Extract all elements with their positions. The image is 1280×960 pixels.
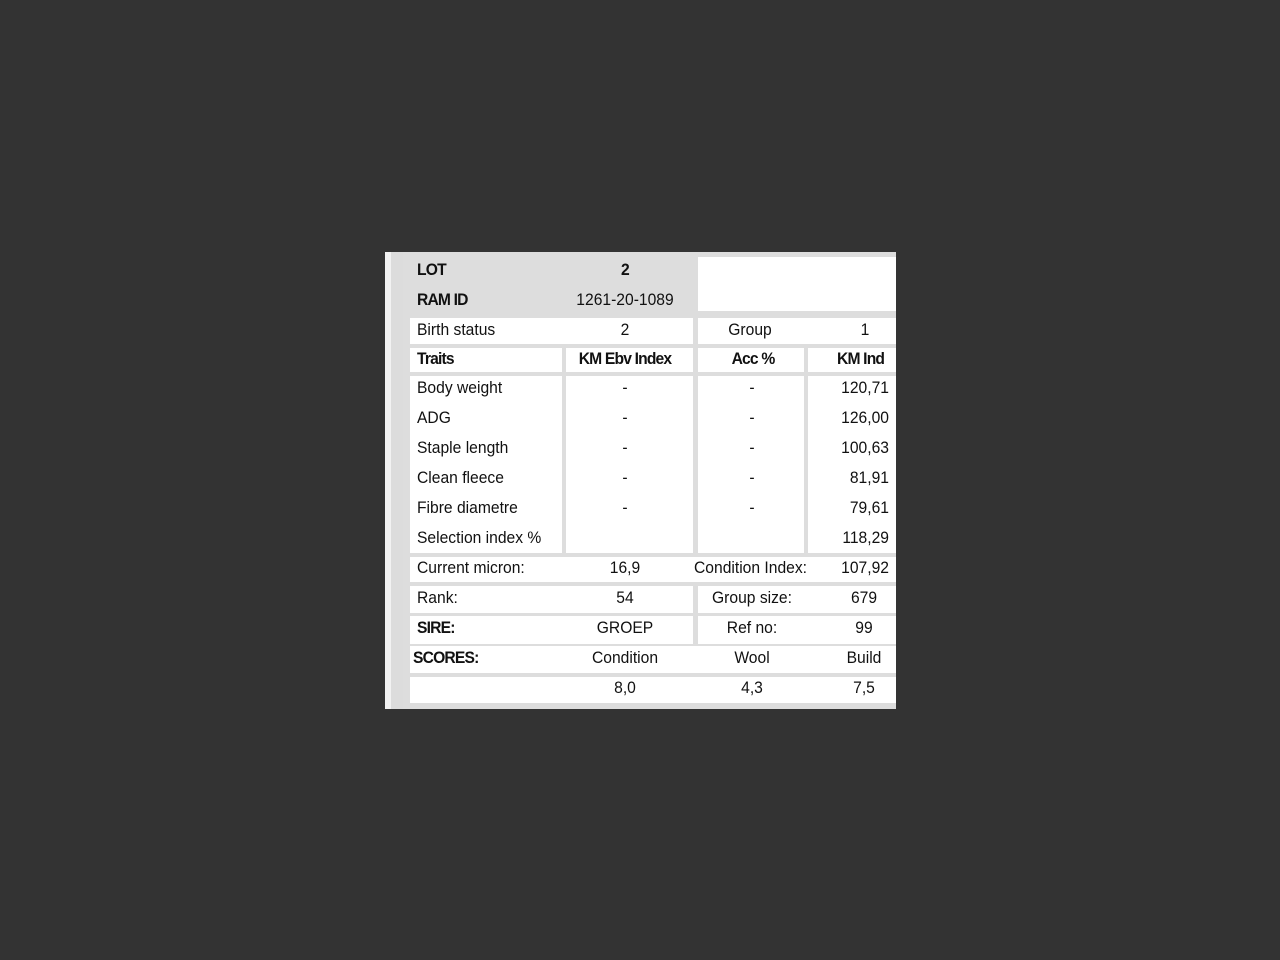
score-value-condition: 8,0	[614, 678, 636, 697]
trait-ebv: -	[622, 468, 628, 487]
trait-ind: 118,29	[842, 528, 889, 547]
traits-column-header: Traits	[417, 349, 454, 368]
trait-name: Selection index %	[417, 528, 542, 547]
acc-column-header: Acc %	[731, 349, 775, 368]
ind-body-cell	[808, 376, 896, 553]
sire-value: GROEP	[596, 618, 654, 637]
trait-ind: 100,63	[841, 438, 889, 457]
current-micron-value: 16,9	[609, 558, 641, 577]
score-header-condition: Condition	[591, 648, 659, 667]
ref-no-label: Ref no:	[726, 618, 778, 637]
ram-info-card	[385, 252, 896, 709]
condition-index-value: 107,92	[841, 558, 889, 577]
trait-name: Body weight	[417, 378, 503, 397]
left-border-strip	[391, 252, 403, 709]
trait-name: Clean fleece	[417, 468, 504, 487]
current-micron-label: Current micron:	[417, 558, 525, 577]
trait-ebv: -	[622, 438, 628, 457]
lot-value: 2	[621, 260, 629, 279]
ram-id-label: RAM ID	[417, 290, 468, 309]
trait-ebv: -	[622, 498, 628, 517]
acc-body-cell	[698, 376, 804, 553]
score-value-wool: 4,3	[741, 678, 763, 697]
trait-acc: -	[749, 408, 755, 427]
ebv-body-cell	[566, 376, 693, 553]
group-value: 1	[860, 320, 870, 339]
group-label: Group	[728, 320, 772, 339]
ram-id-value: 1261-20-1089	[576, 290, 674, 309]
trait-ebv: -	[622, 378, 628, 397]
header-blank-cell	[698, 257, 896, 311]
sire-label: SIRE:	[417, 618, 455, 637]
trait-ind: 126,00	[841, 408, 889, 427]
ref-no-value: 99	[855, 618, 873, 637]
trait-acc: -	[749, 498, 755, 517]
lot-label: LOT	[417, 260, 446, 279]
ebv-column-header: KM Ebv Index	[578, 349, 672, 368]
trait-name: Staple length	[417, 438, 509, 457]
rank-value: 54	[616, 588, 634, 607]
group-size-label: Group size:	[712, 588, 792, 607]
trait-ind: 79,61	[849, 498, 889, 517]
group-size-value: 679	[850, 588, 878, 607]
trait-name: ADG	[417, 408, 451, 427]
rank-label: Rank:	[417, 588, 458, 607]
score-header-wool: Wool	[734, 648, 770, 667]
scores-values-cell	[410, 677, 896, 703]
scores-label: SCORES:	[413, 648, 479, 667]
trait-acc: -	[749, 438, 755, 457]
ind-column-header: KM Ind	[837, 349, 885, 368]
trait-ind: 120,71	[841, 378, 889, 397]
score-header-build: Build	[846, 648, 882, 667]
birth-status-value: 2	[620, 320, 630, 339]
trait-acc: -	[749, 468, 755, 487]
score-value-build: 7,5	[853, 678, 875, 697]
trait-name: Fibre diametre	[417, 498, 518, 517]
trait-ind: 81,91	[849, 468, 889, 487]
birth-status-label: Birth status	[417, 320, 496, 339]
traits-body-cell	[410, 376, 562, 553]
trait-ebv: -	[622, 408, 628, 427]
condition-index-label: Condition Index:	[694, 558, 808, 577]
trait-acc: -	[749, 378, 755, 397]
